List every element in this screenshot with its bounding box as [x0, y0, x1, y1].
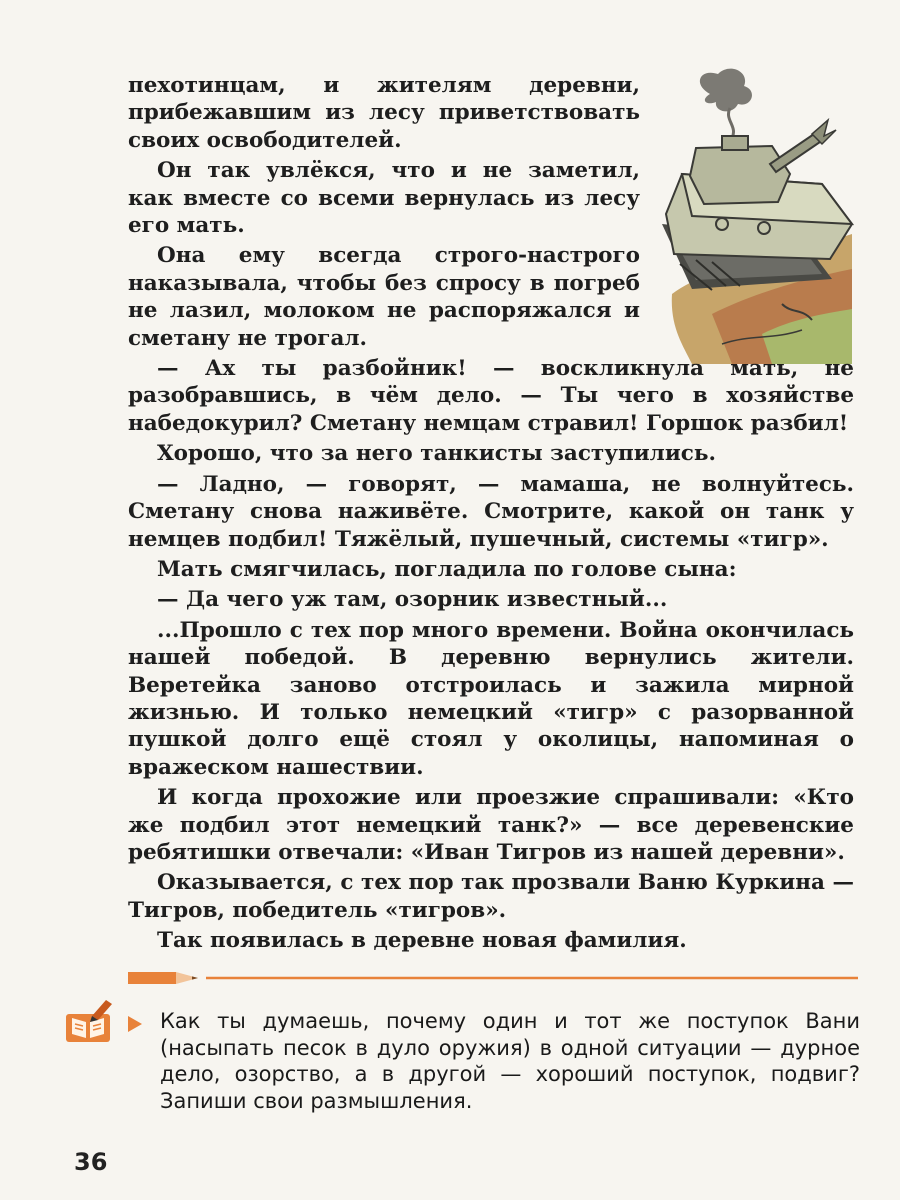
story-paragraph: Он так увлёкся, что и не заметил, как вместе со всеми вернулась из лесу его мать. [128, 158, 640, 239]
task-arrow-icon [128, 1016, 142, 1032]
story-paragraph: Так появилась в деревне новая фамилия. [157, 928, 687, 954]
pencil-divider [128, 968, 858, 988]
story-paragraph: Мать смягчилась, погладила по голове сына: [157, 556, 737, 582]
story-paragraph: Она ему всегда строго-настрого наказывала, чтобы без спросу в погреб не лазил, молоком не распоряжался и сметану не трогал. [128, 243, 640, 351]
story-paragraph: — Ах ты разбойник! — воскликнула мать, не разобравшись, в чём дело. — Ты чего в хозяйстве набедокурил? Сметану немцам стравил! Горшок разбил! [128, 356, 854, 436]
notebook-pen-icon [62, 998, 116, 1046]
story-paragraph: — Ладно, — говорят, — мамаша, не волнуйтесь. Сметану снова наживёте. Смотрите, какой он танк у немцев подбил! Тяжёлый, пушечный, системы «тигр». [128, 471, 854, 552]
page-number: 36 [74, 1148, 108, 1176]
story-paragraph: пехотинцам, и жителям деревни, прибежавшим из лесу приветствовать своих освободителей. [128, 73, 640, 153]
story-paragraph: Хорошо, что за него танкисты заступились. [157, 441, 716, 467]
story-text [128, 72, 854, 958]
story-paragraph: ...Прошло с тех пор много времени. Война окончилась нашей победой. В деревню вернулись жители. Веретейка заново отстроилась и зажила мирной жизнью. И только немецкий «тигр» с разорванной пушкой долго ещё стоял у околицы, напоминая о вражеском нашествии. [128, 617, 854, 780]
story-paragraph: — Да чего уж там, озорник известный... [157, 587, 668, 613]
task-question: Как ты думаешь, почему один и тот же поступок Вани (насыпать песок в дуло оружия) в одной ситуации — дурное дело, озорство, а в другой — хороший поступок, подвиг? Запиши свои размышления. [160, 1009, 860, 1113]
story-paragraph: Оказывается, с тех пор так прозвали Ваню Куркина — Тигров, победитель «тигров». [128, 870, 854, 923]
pencil-icon [128, 972, 176, 984]
story-paragraph: И когда прохожие или проезжие спрашивали: «Кто же подбил этот немецкий танк?» — все деревенские ребятишки отвечали: «Иван Тигров из нашей деревни». [128, 785, 854, 865]
